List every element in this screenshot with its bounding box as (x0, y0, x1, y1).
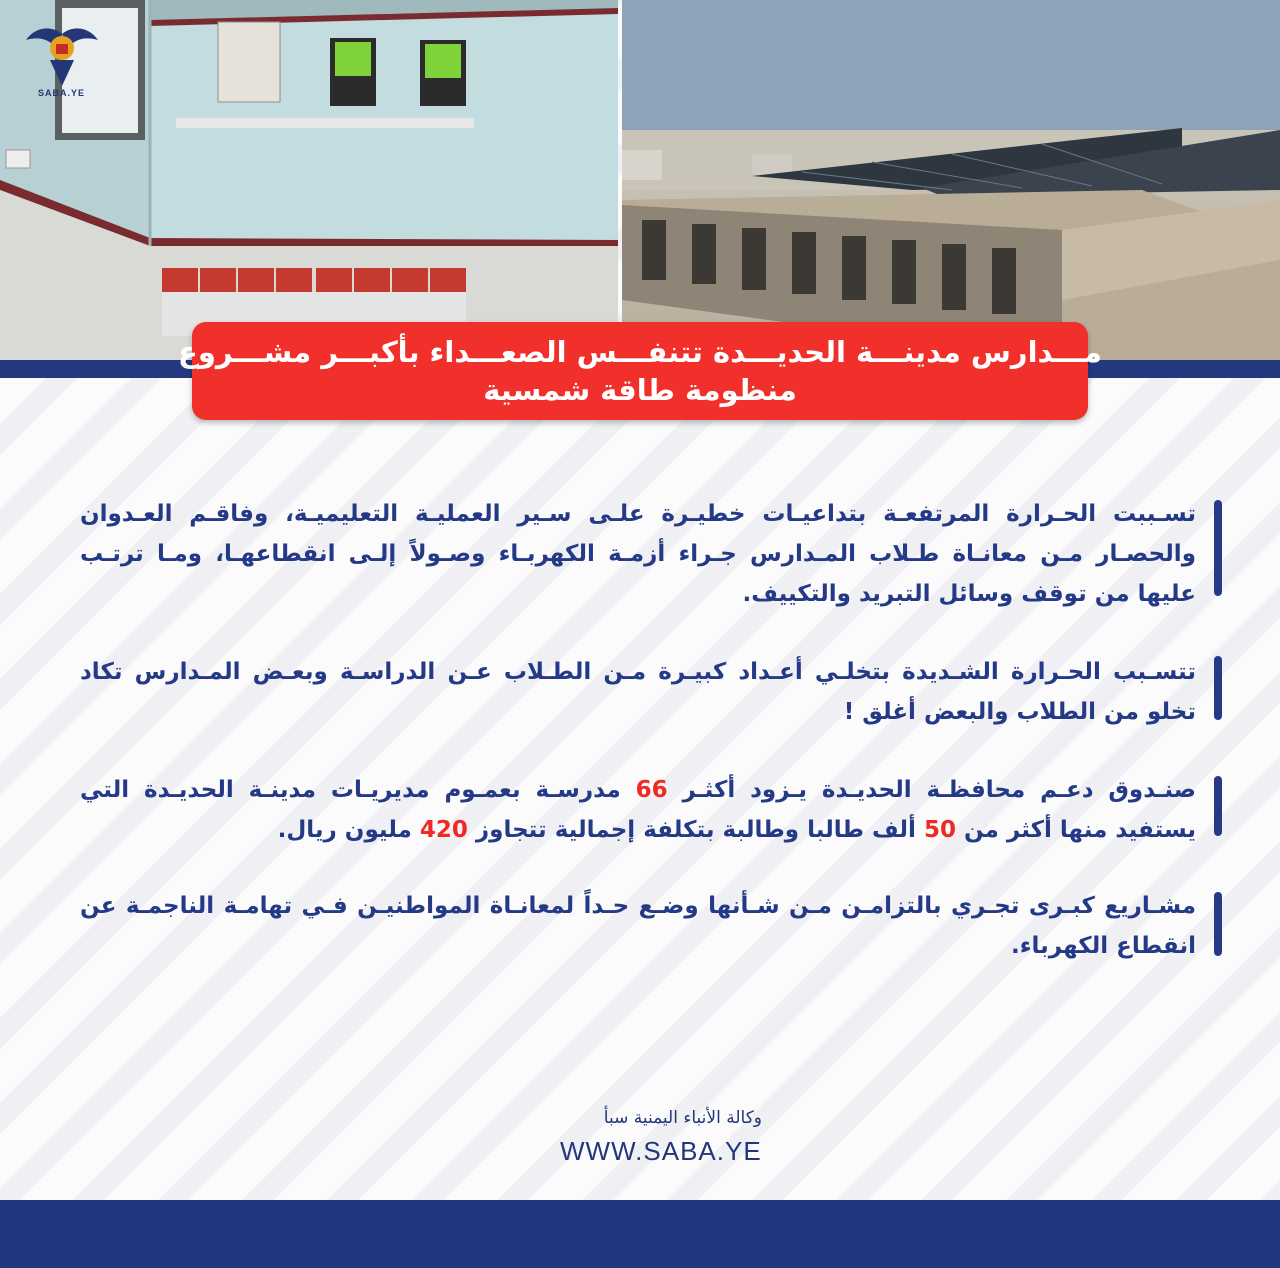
paragraph-3-text-a: صنـدوق دعـم محافظـة الحديـدة يـزود أكثـر (667, 777, 1196, 803)
paragraph-3 (80, 770, 1196, 850)
logo-caption: SABA.YE (38, 88, 86, 98)
bottom-blue-band (0, 1200, 1280, 1268)
paragraph-3-marker (1214, 776, 1222, 836)
paragraph-3-text-c: ألف طالبا وطالبة بتكلفة إجمالية تتجاوز (467, 817, 924, 843)
paragraph-2-marker (1214, 656, 1222, 720)
solar-panels-photo (622, 0, 1280, 360)
paragraph-3-text-b: مدرسـة بعمـوم مديريـات مدينـة الحديـدة التي يستفيد منها أكثر من (80, 777, 1196, 843)
eagle-emblem-icon (20, 14, 104, 98)
paragraph-2: تتسـبب الحـرارة الشـديدة بتخلـي أعـداد كبيـرة مـن الطـلاب عـن الدراسـة وبعـض المـدارس تكاد تخلو من الطلاب والبعض أغلق ! (80, 659, 1196, 725)
solar-rooftop-illustration (622, 0, 1280, 360)
paragraph-1: تسـببت الحـرارة المرتفعـة بتداعيـات خطيـرة علـى سـير العمليـة التعليميـة، وفاقـم العـدوان والحصـار مـن معانـاة طـلاب المـدارس جـراء أزمـة الكهربـاء وصـولاً إلـى انقطاعهـا، ومـا ترتـب عليها من توقف وسائل التبريد والتكييف. (80, 501, 1196, 607)
schools-count: 66 (635, 777, 668, 803)
cost-amount: 420 (419, 817, 468, 843)
headline-line-1: مـــدارس مدينـــة الحديـــدة تتنفـــس الصعـــداء بأكبـــر مشـــروع (178, 335, 1102, 369)
paragraph-4-marker (1214, 892, 1222, 956)
paragraph-3-text-d: مليون ريال. (277, 817, 420, 843)
website-link[interactable]: WWW.SABA.YE (560, 1136, 762, 1166)
headline-banner (178, 322, 1102, 420)
saba-logo (20, 14, 104, 98)
students-count: 50 (923, 817, 956, 843)
paragraph-4: مشـاريع كبـرى تجـري بالتزامـن مـن شـأنها وضـع حـداً لمعانـاة المواطنيـن فـي تهامـة الناجمـة عن انقطاع الكهرباء. (80, 893, 1196, 959)
headline-line-2: منظومة طاقة شمسية (483, 373, 797, 407)
agency-name: وكالة الأنباء اليمنية سبأ (603, 1108, 762, 1128)
paragraph-1-marker (1214, 500, 1222, 596)
